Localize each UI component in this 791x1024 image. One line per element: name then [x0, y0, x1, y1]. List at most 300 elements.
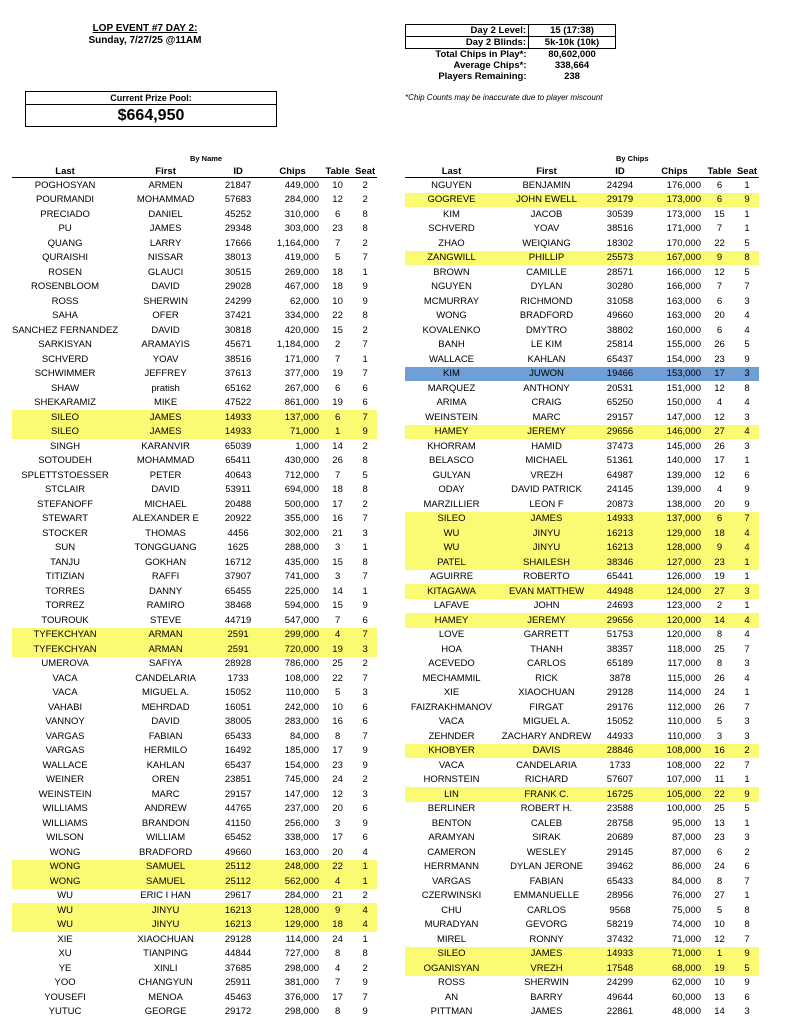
column-header-chips: Chips: [645, 165, 704, 178]
cell-chips: 284,000: [284, 890, 320, 902]
cell-first: JACOB: [530, 208, 563, 220]
cell-id: 2591: [213, 628, 263, 643]
cell-chips: 71,000: [671, 933, 701, 945]
cell-first: BARRY: [530, 991, 563, 1003]
cell-table: 10: [332, 701, 343, 713]
cell-first: TONGGUANG: [134, 542, 197, 554]
cell-id: 38516: [224, 353, 252, 365]
table-row: [405, 381, 759, 396]
cell-first: JAMES: [118, 425, 213, 440]
cell-chips: 140,000: [666, 455, 701, 467]
cell-last: HAMEY: [405, 613, 498, 628]
cell-id: 25814: [606, 339, 634, 351]
cell-chips: 62,000: [290, 295, 320, 307]
cell-first: MARC: [151, 788, 180, 800]
cell-first: ROBERT H.: [520, 803, 573, 815]
cell-chips: 48,000: [671, 1006, 701, 1018]
cell-table: 8: [334, 948, 341, 960]
cell-first: MIGUEL A.: [142, 687, 190, 699]
cell-chips: 71,000: [263, 425, 322, 440]
table-row: [405, 222, 759, 237]
table-row: [12, 584, 377, 599]
cell-last: MARZILLIER: [423, 498, 480, 510]
cell-table: 22: [332, 310, 343, 322]
cell-first: JAMES: [498, 947, 595, 962]
cell-table: 4: [334, 962, 341, 974]
cell-first: NISSAR: [147, 252, 184, 264]
table-row: [405, 889, 759, 904]
cell-first: SAFIYA: [149, 658, 183, 670]
cell-id: 37473: [606, 440, 634, 452]
cell-table: 17: [332, 832, 343, 844]
cell-seat: 4: [735, 526, 759, 541]
cell-id: 15052: [224, 687, 252, 699]
table-row: [12, 381, 377, 396]
cell-first: DYLAN JERONE: [510, 861, 583, 873]
cell-id: 65250: [606, 397, 634, 409]
cell-chips: 124,000: [645, 584, 704, 599]
cell-table: 8: [716, 629, 723, 641]
cell-chips: 74,000: [671, 919, 701, 931]
cell-seat: 5: [744, 237, 750, 249]
cell-id: 1733: [227, 672, 249, 684]
cell-id: 30280: [606, 281, 634, 293]
cell-seat: 6: [362, 803, 368, 815]
cell-table: 14: [714, 1006, 725, 1018]
cell-last: TYFEKCHYAN: [12, 642, 118, 657]
cell-seat: 9: [744, 498, 750, 510]
cell-table: 13: [714, 991, 725, 1003]
cell-id: 58219: [606, 919, 634, 931]
cell-first: CANDELARIA: [135, 672, 196, 684]
table-row: [405, 584, 759, 599]
cell-id: 17666: [224, 237, 252, 249]
cell-first: DYLAN: [530, 281, 563, 293]
cell-seat: 3: [744, 658, 750, 670]
cell-chips: 60,000: [671, 991, 701, 1003]
table-row: [405, 396, 759, 411]
table-row: [12, 976, 377, 991]
table-row: [405, 860, 759, 875]
cell-seat: 8: [362, 223, 368, 235]
cell-seat: 4: [362, 846, 368, 858]
status-label: Total Chips in Play*:: [435, 49, 527, 60]
cell-last: BELASCO: [429, 455, 474, 467]
cell-last: VARGAS: [45, 745, 85, 757]
cell-id: 22861: [606, 1006, 634, 1018]
cell-first: CANDELARIA: [516, 759, 577, 771]
cell-chips: 435,000: [284, 556, 320, 568]
cell-chips: 163,000: [666, 310, 701, 322]
table-row: [12, 396, 377, 411]
cell-first: RICHARD: [524, 774, 569, 786]
cell-id: 65455: [224, 585, 252, 597]
cell-first: WESLEY: [526, 846, 567, 858]
cell-first: OREN: [151, 774, 180, 786]
cell-first: SAMUEL: [118, 860, 213, 875]
cell-first: RONNY: [529, 933, 564, 945]
table-row: [405, 323, 759, 338]
cell-chips: 299,000: [263, 628, 322, 643]
cell-first: CARLOS: [526, 658, 567, 670]
cell-table: 3: [334, 817, 341, 829]
cell-chips: 376,000: [284, 991, 320, 1003]
cell-seat: 5: [744, 266, 750, 278]
cell-table: 9: [704, 541, 735, 556]
status-row: [406, 25, 616, 37]
cell-table: 17: [332, 991, 343, 1003]
cell-first: MOHAMMAD: [136, 455, 195, 467]
cell-table: 8: [334, 730, 341, 742]
cell-id: 29348: [224, 223, 252, 235]
cell-table: 6: [716, 846, 723, 858]
cell-seat: 9: [735, 947, 759, 962]
cell-first: SIRAK: [532, 832, 561, 844]
cell-chips: 242,000: [284, 701, 320, 713]
cell-seat: 5: [735, 961, 759, 976]
cell-last: LIN: [405, 787, 498, 802]
cell-last: WEINSTEIN: [38, 788, 92, 800]
cell-seat: 7: [735, 512, 759, 527]
cell-table: 4: [716, 484, 723, 496]
cell-seat: 7: [744, 933, 750, 945]
cell-chips: 288,000: [284, 542, 320, 554]
cell-table: 15: [714, 208, 725, 220]
cell-last: VACA: [438, 759, 465, 771]
cell-last: HOA: [441, 643, 462, 655]
cell-seat: 9: [735, 787, 759, 802]
cell-chips: 1,000: [295, 440, 320, 452]
cell-seat: 2: [362, 440, 368, 452]
cell-id: 29157: [224, 788, 252, 800]
cell-id: 20922: [224, 513, 252, 525]
cell-id: 51753: [606, 629, 634, 641]
cell-id: 20531: [606, 382, 634, 394]
cell-id: 19466: [595, 367, 645, 382]
cell-first: FIRGAT: [529, 701, 564, 713]
cell-last: PRECIADO: [40, 208, 90, 220]
cell-last: SHEKARAMIZ: [34, 397, 96, 409]
table-row: [12, 309, 377, 324]
table-row: [405, 294, 759, 309]
cell-chips: 123,000: [666, 600, 701, 612]
cell-chips: 420,000: [284, 324, 320, 336]
cell-first: HERMILO: [143, 745, 188, 757]
cell-last: WILLIAMS: [42, 817, 88, 829]
cell-last: VAHABI: [47, 701, 83, 713]
cell-last: SARKISYAN: [38, 339, 92, 351]
cell-first: JAMES: [530, 1006, 563, 1018]
cell-table: 4: [322, 628, 353, 643]
cell-seat: 1: [744, 571, 750, 583]
cell-chips: 118,000: [667, 643, 701, 655]
column-header-seat: Seat: [736, 165, 758, 177]
cell-seat: 7: [744, 759, 750, 771]
cell-last: ROSENBLOOM: [30, 281, 100, 293]
cell-table: 5: [716, 904, 723, 916]
event-date: Sunday, 7/27/25 @11AM: [88, 35, 202, 46]
table-row: [405, 816, 759, 831]
cell-table: 6: [704, 512, 735, 527]
cell-id: 1733: [609, 759, 631, 771]
cell-last: PITTMAN: [430, 1006, 473, 1018]
cell-first: ALEXANDER E: [132, 513, 199, 525]
cell-table: 22: [714, 759, 725, 771]
table-row: [405, 265, 759, 280]
by-chips-heading: By Chips: [616, 154, 649, 163]
cell-id: 9568: [609, 904, 631, 916]
table-row: [405, 671, 759, 686]
cell-last: STEWART: [42, 513, 88, 525]
cell-last: VANNOY: [45, 716, 85, 728]
cell-seat: 8: [362, 310, 368, 322]
cell-first: EMMANUELLE: [513, 890, 580, 902]
cell-table: 19: [704, 961, 735, 976]
cell-table: 5: [716, 716, 723, 728]
cell-first: BRADFORD: [519, 310, 574, 322]
cell-last: AN: [444, 991, 459, 1003]
cell-table: 22: [332, 672, 343, 684]
cell-first: JOHN EWELL: [498, 193, 595, 208]
cell-id: 65433: [606, 875, 634, 887]
cell-seat: 2: [362, 890, 368, 902]
cell-id: 25112: [213, 860, 263, 875]
cell-chips: 146,000: [645, 425, 704, 440]
cell-chips: 338,000: [284, 832, 320, 844]
cell-id: 23588: [606, 803, 634, 815]
table-row: [405, 497, 759, 512]
cell-last: STOCKER: [42, 527, 88, 539]
cell-last: PU: [58, 223, 72, 235]
cell-seat: 1: [353, 860, 377, 875]
table-row: [12, 541, 377, 556]
column-header-first: First: [498, 165, 595, 178]
cell-chips: 163,000: [666, 295, 701, 307]
cell-last: SCHVERD: [428, 223, 475, 235]
cell-seat: 1: [362, 266, 368, 278]
cell-table: 19: [322, 642, 353, 657]
cell-id: 37907: [224, 571, 252, 583]
cell-seat: 7: [353, 410, 377, 425]
status-value: 5k-10k (10k): [529, 37, 616, 49]
cell-table: 24: [332, 933, 343, 945]
cell-table: 18: [332, 266, 343, 278]
cell-last: VACA: [52, 672, 78, 684]
cell-last: STCLAIR: [44, 484, 86, 496]
cell-chips: 110,000: [667, 730, 701, 742]
cell-id: 20689: [606, 832, 634, 844]
cell-chips: 694,000: [284, 484, 320, 496]
table-row: [12, 657, 377, 672]
cell-chips: 173,000: [666, 208, 701, 220]
cell-id: 45671: [224, 339, 252, 351]
column-header-table: Table: [704, 165, 735, 178]
cell-last: GULYAN: [432, 469, 471, 481]
cell-seat: 9: [362, 1006, 368, 1018]
cell-chips: 147,000: [666, 411, 701, 423]
cell-last: SPLETTSTOESSER: [21, 469, 109, 481]
cell-id: 2591: [213, 642, 263, 657]
cell-last: GOGREVE: [405, 193, 498, 208]
cell-last: BANH: [438, 339, 465, 351]
status-row: [406, 60, 616, 71]
cell-chips: 302,000: [284, 527, 320, 539]
cell-chips: 68,000: [645, 961, 704, 976]
table-row: [405, 874, 759, 889]
cell-seat: 4: [744, 672, 750, 684]
table-row: [405, 483, 759, 498]
cell-table: 6: [716, 324, 723, 336]
table-row: [12, 758, 377, 773]
cell-first: KAHLAN: [146, 759, 185, 771]
cell-chips: 467,000: [284, 281, 320, 293]
cell-chips: 107,000: [666, 774, 701, 786]
cell-table: 18: [332, 484, 343, 496]
prize-pool-box: [25, 91, 277, 127]
cell-id: 39462: [606, 861, 634, 873]
cell-last: TITIZIAN: [45, 571, 85, 583]
cell-first: MICHAEL: [144, 498, 187, 510]
cell-table: 12: [714, 469, 725, 481]
cell-chips: 283,000: [284, 716, 320, 728]
cell-last: WONG: [12, 860, 118, 875]
table-row: [12, 729, 377, 744]
cell-last: VARGAS: [432, 875, 471, 887]
cell-first: XINLI: [153, 962, 178, 974]
cell-table: 17: [332, 745, 343, 757]
cell-id: 28758: [606, 817, 634, 829]
cell-seat: 6: [744, 469, 750, 481]
cell-id: 28571: [606, 266, 634, 278]
cell-chips: 861,000: [284, 397, 320, 409]
cell-id: 14933: [213, 410, 263, 425]
cell-last: MIREL: [436, 933, 467, 945]
cell-last: CAMERON: [427, 846, 476, 858]
cell-last: WILSON: [46, 832, 84, 844]
cell-id: 37613: [224, 368, 252, 380]
cell-first: YOAV: [152, 353, 179, 365]
cell-id: 29179: [595, 193, 645, 208]
cell-id: 49644: [606, 991, 634, 1003]
table-row: [405, 976, 759, 991]
cell-last: LAFAVE: [433, 600, 470, 612]
cell-chips: 334,000: [284, 310, 320, 322]
cell-first: DAVID: [151, 281, 180, 293]
cell-seat: 8: [744, 919, 750, 931]
cell-seat: 9: [353, 425, 377, 440]
cell-seat: 4: [353, 903, 377, 918]
cell-chips: 110,000: [285, 687, 320, 699]
cell-id: 23851: [224, 774, 252, 786]
cell-chips: 298,000: [284, 962, 320, 974]
cell-last: SINGH: [50, 440, 81, 452]
column-header-table: Table: [322, 165, 353, 178]
table-row: [405, 932, 759, 947]
cell-last: CZERWINSKI: [421, 890, 482, 902]
cell-table: 20: [332, 846, 343, 858]
cell-chips: 145,000: [666, 440, 701, 452]
cell-seat: 3: [362, 527, 368, 539]
table-row: [12, 642, 377, 657]
cell-id: 24294: [606, 179, 634, 191]
cell-last: WU: [405, 526, 498, 541]
cell-table: 25: [714, 803, 725, 815]
cell-table: 20: [714, 498, 725, 510]
cell-table: 9: [322, 903, 353, 918]
table-row: [12, 323, 377, 338]
cell-chips: 594,000: [284, 600, 320, 612]
cell-first: DAVID PATRICK: [511, 484, 582, 496]
cell-chips: 160,000: [666, 324, 701, 336]
cell-table: 26: [332, 455, 343, 467]
cell-chips: 128,000: [263, 903, 322, 918]
cell-id: 28956: [606, 890, 634, 902]
cell-seat: 2: [362, 194, 368, 206]
cell-last: WONG: [12, 874, 118, 889]
table-row: [12, 874, 377, 889]
table-row: [405, 744, 759, 759]
cell-table: 21: [332, 890, 343, 902]
cell-chips: 110,000: [667, 716, 701, 728]
cell-id: 57607: [606, 774, 634, 786]
cell-id: 38357: [606, 643, 634, 655]
cell-chips: 741,000: [284, 571, 320, 583]
status-row: [406, 71, 616, 82]
cell-table: 13: [714, 817, 725, 829]
cell-id: 30539: [606, 208, 634, 220]
cell-chips: 100,000: [666, 803, 701, 815]
cell-table: 10: [332, 295, 343, 307]
cell-first: JINYU: [118, 918, 213, 933]
cell-first: RICHMOND: [520, 295, 573, 307]
table-row: [405, 657, 759, 672]
cell-id: 44765: [224, 803, 252, 815]
cell-seat: 9: [362, 295, 368, 307]
cell-seat: 5: [744, 339, 750, 351]
cell-last: VACA: [438, 716, 465, 728]
cell-id: 4456: [227, 527, 249, 539]
cell-first: ARMEN: [148, 179, 183, 191]
cell-chips: 166,000: [666, 281, 701, 293]
cell-table: 6: [334, 382, 341, 394]
status-value: 238: [564, 71, 580, 82]
cell-seat: 1: [362, 353, 368, 365]
cell-chips: 166,000: [666, 266, 701, 278]
cell-last: SANCHEZ FERNANDEZ: [12, 324, 119, 336]
cell-last: SILEO: [405, 512, 498, 527]
cell-first: JAMES: [118, 410, 213, 425]
cell-chips: 62,000: [671, 977, 701, 989]
cell-id: 16725: [595, 787, 645, 802]
cell-first: MARC: [532, 411, 561, 423]
cell-table: 16: [332, 513, 343, 525]
cell-last: TANJU: [50, 556, 80, 568]
cell-id: 16712: [224, 556, 252, 568]
cell-seat: 7: [353, 628, 377, 643]
cell-seat: 1: [353, 874, 377, 889]
cell-chips: 117,000: [667, 658, 701, 670]
cell-last: KIM: [443, 208, 460, 220]
cell-first: CRAIG: [531, 397, 562, 409]
cell-chips: 430,000: [284, 455, 320, 467]
cell-table: 26: [714, 339, 725, 351]
cell-first: CALEB: [530, 817, 563, 829]
cell-last: PATEL: [405, 555, 498, 570]
cell-seat: 4: [744, 310, 750, 322]
table-row: [405, 990, 759, 1005]
cell-last: YE: [58, 962, 72, 974]
table-row: [405, 787, 759, 802]
